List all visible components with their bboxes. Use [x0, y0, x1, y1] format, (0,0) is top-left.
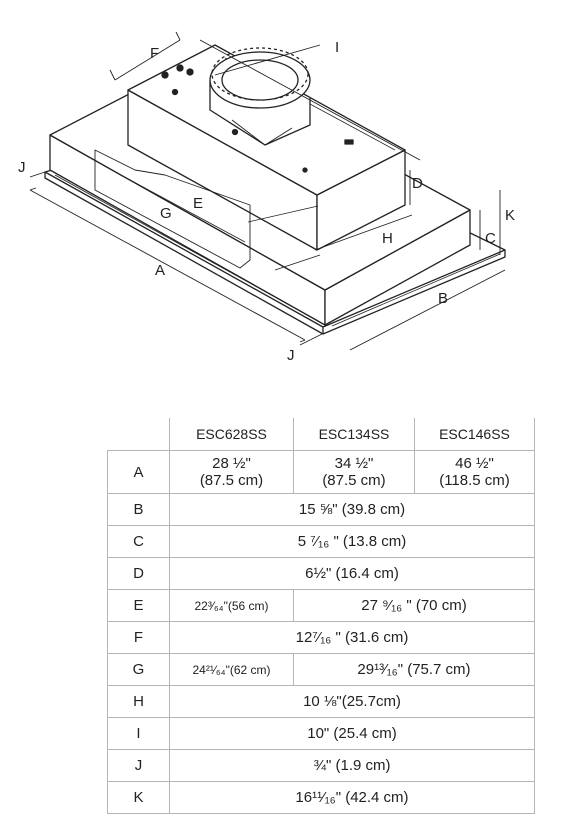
dim-label-b: B — [438, 290, 449, 307]
table-row — [108, 526, 535, 558]
row-label: E — [108, 590, 170, 622]
table-header-row — [108, 418, 535, 451]
cell-value-inches: 28 ½" — [212, 455, 251, 472]
table-cell: 10" (25.4 cm) — [170, 718, 535, 750]
dim-label-a: A — [155, 262, 166, 279]
range-hood-insert-drawing — [0, 0, 565, 380]
cell-value-inches: 46 ½" — [455, 455, 494, 472]
table-cell: 6½" (16.4 cm) — [170, 558, 535, 590]
dim-label-d: D — [412, 175, 423, 192]
dim-label-c: C — [485, 230, 496, 247]
table-cell: ¾" (1.9 cm) — [170, 750, 535, 782]
dimension-table — [107, 418, 535, 814]
cell-value-cm: (118.5 cm) — [439, 472, 510, 489]
table-row — [108, 686, 535, 718]
dim-label-h: H — [382, 230, 393, 247]
column-header-esc628ss: ESC628SS — [170, 418, 294, 451]
column-header-esc146ss: ESC146SS — [415, 418, 535, 451]
table-cell: 15 ⅝" (39.8 cm) — [170, 494, 535, 526]
table-row — [108, 558, 535, 590]
table-cell: 10 ⅛"(25.7cm) — [170, 686, 535, 718]
table-cell — [294, 451, 415, 494]
column-header-esc134ss: ESC134SS — [294, 418, 415, 451]
dim-label-i: I — [335, 39, 340, 56]
row-label: F — [108, 622, 170, 654]
table-row — [108, 718, 535, 750]
table-row — [108, 590, 535, 622]
table-cell: 5 ⁷⁄₁₆ " (13.8 cm) — [170, 526, 535, 558]
table-cell: 16¹¹⁄₁₆" (42.4 cm) — [170, 782, 535, 814]
row-label: G — [108, 654, 170, 686]
table-cell: 29¹³⁄₁₆" (75.7 cm) — [294, 654, 535, 686]
table-row — [108, 654, 535, 686]
dim-label-g: G — [160, 205, 172, 222]
cell-value-cm: (87.5 cm) — [199, 472, 264, 489]
dim-label-e: E — [193, 195, 204, 212]
row-label: B — [108, 494, 170, 526]
table-header-corner — [108, 418, 170, 451]
table-row — [108, 622, 535, 654]
table-row — [108, 750, 535, 782]
table-row — [108, 782, 535, 814]
row-label: H — [108, 686, 170, 718]
dim-label-k: K — [505, 207, 516, 224]
table-row — [108, 494, 535, 526]
table-row — [108, 451, 535, 494]
table-cell — [415, 451, 535, 494]
row-label: K — [108, 782, 170, 814]
table-cell: 22³⁄₆₄"(56 cm) — [170, 590, 294, 622]
table-cell: 27 ⁹⁄₁₆ " (70 cm) — [294, 590, 535, 622]
dim-label-j-bottom: J — [287, 347, 295, 364]
cell-value-inches: 34 ½" — [334, 455, 374, 472]
dim-label-j-top: J — [18, 159, 26, 176]
dim-label-f: F — [150, 45, 160, 62]
table-cell — [170, 451, 294, 494]
table-cell: 12⁷⁄₁₆ " (31.6 cm) — [170, 622, 535, 654]
table-cell: 24²¹⁄₆₄"(62 cm) — [170, 654, 294, 686]
row-label: I — [108, 718, 170, 750]
row-label: A — [108, 451, 170, 494]
row-label: D — [108, 558, 170, 590]
cell-value-cm: (87.5 cm) — [322, 472, 386, 489]
row-label: J — [108, 750, 170, 782]
row-label: C — [108, 526, 170, 558]
